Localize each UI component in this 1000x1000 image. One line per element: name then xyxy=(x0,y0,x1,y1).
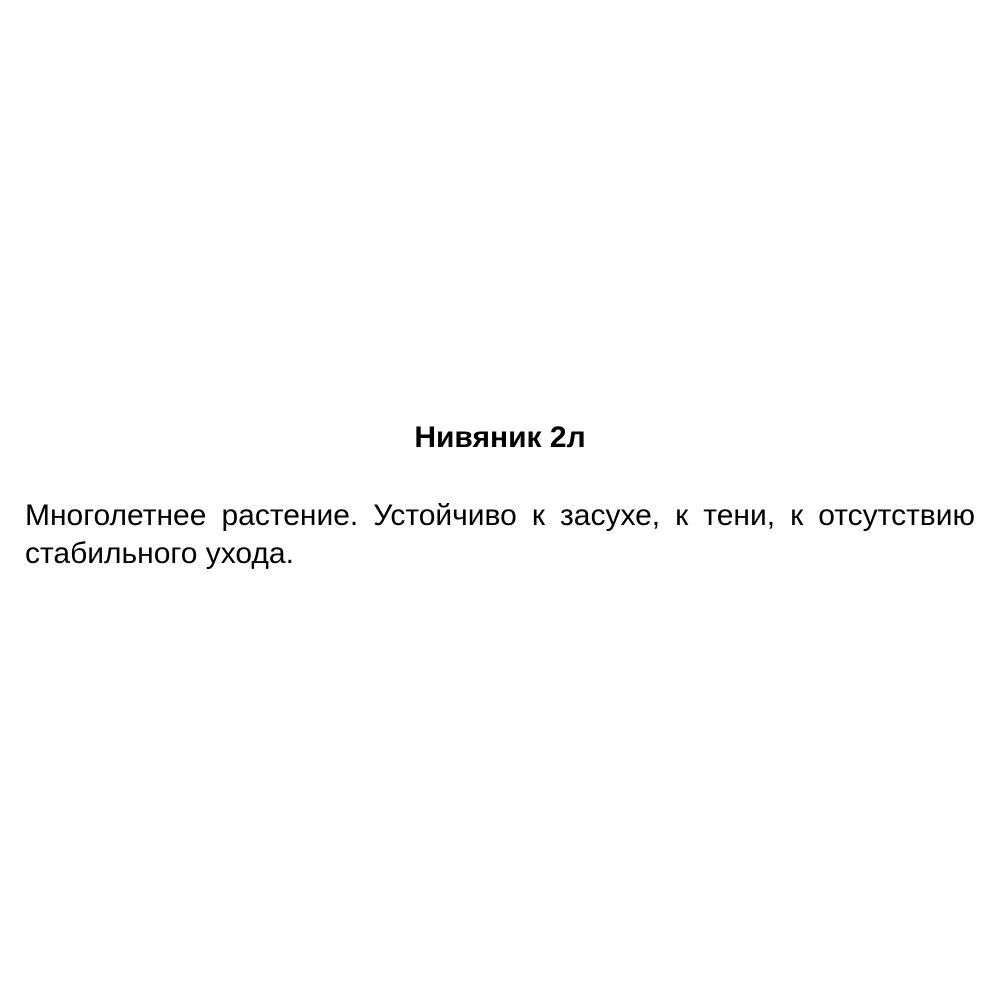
product-description xyxy=(25,497,975,573)
product-title: Нивяник 2л xyxy=(414,421,586,454)
description-line-1: Многолетнее растение. Устойчиво к засухе, к тени, к отсутствию xyxy=(25,499,975,532)
description-line-2: стабильного ухода. xyxy=(25,537,294,570)
